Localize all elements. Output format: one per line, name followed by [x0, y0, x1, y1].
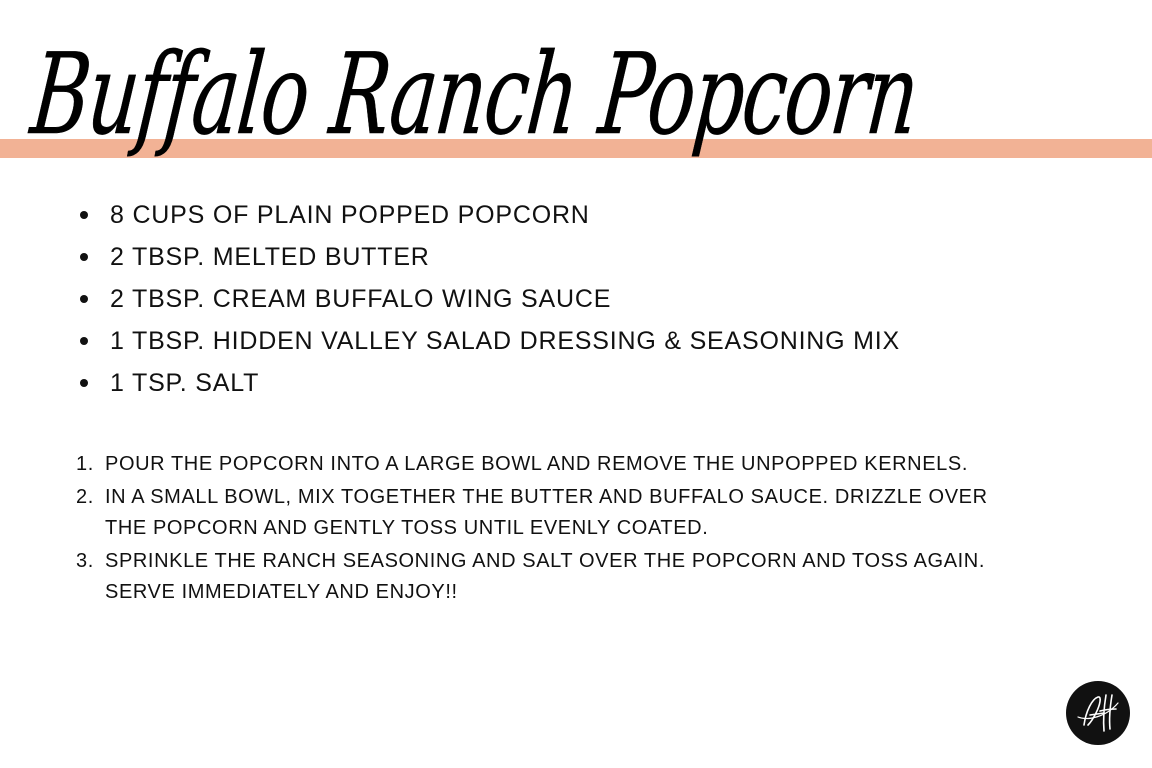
- step-text: SPRINKLE THE RANCH SEASONING AND SALT OVER THE POPCORN AND TOSS AGAIN. SERVE IMMEDIATELY AND ENJOY!!: [105, 549, 985, 603]
- page-title: Buffalo Ranch Popcorn: [26, 30, 924, 160]
- bullet-icon: [80, 337, 88, 345]
- ingredient-text: 8 CUPS OF PLAIN POPPED POPCORN: [110, 201, 590, 229]
- instruction-step: [76, 546, 1016, 609]
- ingredient-text: 2 TBSP. CREAM BUFFALO WING SAUCE: [110, 285, 612, 313]
- monogram-logo-icon: [1066, 681, 1130, 745]
- ingredient-text: 1 TSP. SALT: [110, 369, 260, 397]
- bullet-icon: [80, 379, 88, 387]
- bullet-icon: [80, 211, 88, 219]
- ingredient-text: 1 TBSP. HIDDEN VALLEY SALAD DRESSING & SEASONING MIX: [110, 327, 901, 355]
- step-number: 3.: [76, 549, 94, 572]
- bullet-icon: [80, 295, 88, 303]
- instruction-step: [76, 449, 1016, 481]
- step-text: IN A SMALL BOWL, MIX TOGETHER THE BUTTER AND BUFFALO SAUCE. DRIZZLE OVER THE POPCORN AND GENTLY TOSS UNTIL EVENLY COATED.: [105, 485, 988, 539]
- instruction-list: [76, 449, 1016, 610]
- ingredient-text: 2 TBSP. MELTED BUTTER: [110, 243, 430, 271]
- step-number: 2.: [76, 485, 94, 508]
- step-text: POUR THE POPCORN INTO A LARGE BOWL AND REMOVE THE UNPOPPED KERNELS.: [105, 453, 968, 475]
- step-number: 1.: [76, 453, 94, 475]
- bullet-icon: [80, 253, 88, 261]
- monogram-glyph: [1066, 681, 1130, 745]
- instruction-step: [76, 482, 1016, 545]
